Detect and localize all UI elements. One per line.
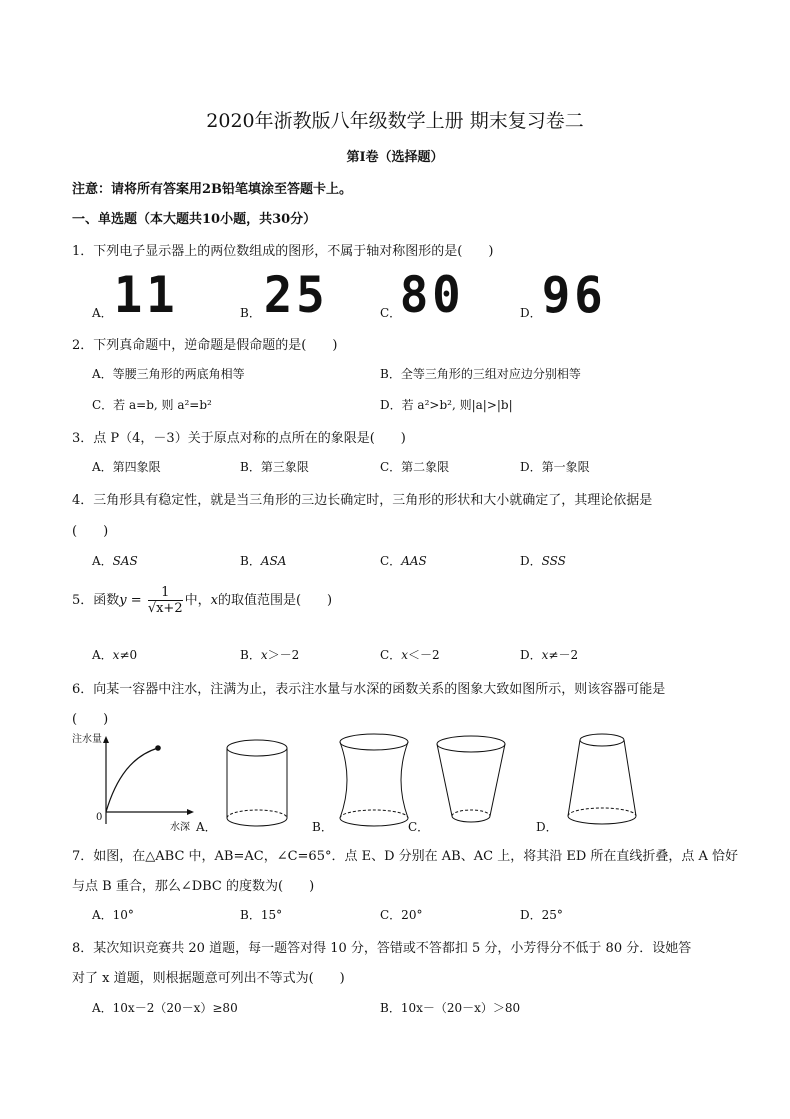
- question-5-stem: 5．函数y = $\frac{1}{√x+2}$ 中，x的取值范围是( ): [72, 585, 333, 616]
- question-7-stem-cont: 与点 B 重合，那么∠DBC 的度数为( ): [72, 879, 315, 894]
- question-6-stem-cont: ( ): [72, 712, 109, 727]
- question-8-stem-cont: 对了 x 道题，则根据题意可列出不等式为( ): [72, 971, 345, 986]
- container-a-cylinder: [222, 736, 292, 832]
- q7-option-b: B．15°: [240, 908, 283, 922]
- question-1-stem: 1．下列电子显示器上的两位数组成的图形，不属于轴对称图形的是( ): [72, 244, 494, 259]
- q8-option-a: A．10x－2（20－x）≥80: [92, 1001, 238, 1015]
- q1-option-d-display: 96: [541, 266, 607, 324]
- q1-option-b-display: 25: [263, 266, 329, 324]
- q6-option-b-label: B．: [312, 820, 333, 834]
- page-title: 2020年浙教版八年级数学上册 期末复习卷二: [206, 110, 584, 132]
- q1-option-c-label: C．: [380, 306, 402, 320]
- q1-option-a-label: A．: [92, 306, 113, 320]
- graph-ylabel: 注水量: [72, 734, 102, 745]
- q3-option-c: C．第二象限: [380, 460, 450, 474]
- section-heading: 一、单选题（本大题共10小题，共30分）: [72, 212, 317, 227]
- q5-option-d: D．x≠－2: [520, 648, 579, 662]
- graph-origin: 0: [96, 812, 103, 823]
- q1-option-b-label: B．: [240, 306, 261, 320]
- q7-option-a: A．10°: [92, 908, 134, 922]
- container-b-waisted: [334, 730, 414, 834]
- q3-option-b: B．第三象限: [240, 460, 309, 474]
- q8-option-b: B．10x－（20－x）＞80: [380, 1001, 521, 1015]
- question-4-stem-cont: ( ): [72, 524, 109, 539]
- q7-option-d: D．25°: [520, 908, 563, 922]
- q2-option-d: D．若 a²>b², 则|a|>|b|: [380, 398, 513, 412]
- q4-option-a: A．SAS: [92, 554, 138, 568]
- fraction: $\frac{1}{√x+2}$: [147, 585, 183, 616]
- question-8-stem: 8．某次知识竞赛共 20 道题，每一题答对得 10 分，答错或不答都扣 5 分，小芳得分不低于 80 分．设她答: [72, 941, 692, 956]
- q7-option-c: C．20°: [380, 908, 423, 922]
- question-4-stem: 4．三角形具有稳定性，就是当三角形的三边长确定时，三角形的形状和大小就确定了，其理论依据是: [72, 493, 653, 508]
- container-d-frustum: [562, 730, 642, 834]
- instruction-note: 注意：请将所有答案用2B铅笔填涂至答题卡上。: [72, 182, 353, 197]
- question-3-stem: 3．点 P（4，－3）关于原点对称的点所在的象限是( ): [72, 431, 406, 446]
- container-c-cup: [432, 732, 510, 832]
- question-6-stem: 6．向某一容器中注水，注满为止，表示注水量与水深的函数关系的图象大致如图所示，则该容器可能是: [72, 682, 666, 697]
- q6-option-a-label: A．: [196, 820, 217, 834]
- graph-xlabel: 水深: [170, 822, 190, 833]
- q1-option-a-display: 11: [113, 266, 179, 324]
- q6-option-c-label: C．: [408, 820, 430, 834]
- q2-option-a: A．等腰三角形的两底角相等: [92, 367, 245, 381]
- q3-option-a: A．第四象限: [92, 460, 161, 474]
- q4-option-d: D．SSS: [520, 554, 566, 568]
- page-subtitle: 第Ⅰ卷（选择题）: [346, 150, 444, 165]
- q2-option-c: C．若 a=b, 则 a²=b²: [92, 398, 212, 412]
- q6-option-d-label: D．: [536, 820, 558, 834]
- q5-option-b: B．x＞－2: [240, 648, 300, 662]
- question-2-stem: 2．下列真命题中，逆命题是假命题的是( ): [72, 338, 338, 353]
- q4-option-c: C．AAS: [380, 554, 427, 568]
- q5-option-c: C．x＜－2: [380, 648, 440, 662]
- q1-option-d-label: D．: [520, 306, 542, 320]
- question-7-stem: 7．如图，在△ABC 中，AB=AC，∠C=65°．点 E、D 分别在 AB、AC 上，将其沿 ED 所在直线折叠，点 A 恰好: [72, 849, 739, 864]
- q4-option-b: B．ASA: [240, 554, 287, 568]
- q1-option-c-display: 80: [399, 266, 465, 324]
- q3-option-d: D．第一象限: [520, 460, 590, 474]
- q5-option-a: A．x≠0: [92, 648, 138, 662]
- q2-option-b: B．全等三角形的三组对应边分别相等: [380, 367, 581, 381]
